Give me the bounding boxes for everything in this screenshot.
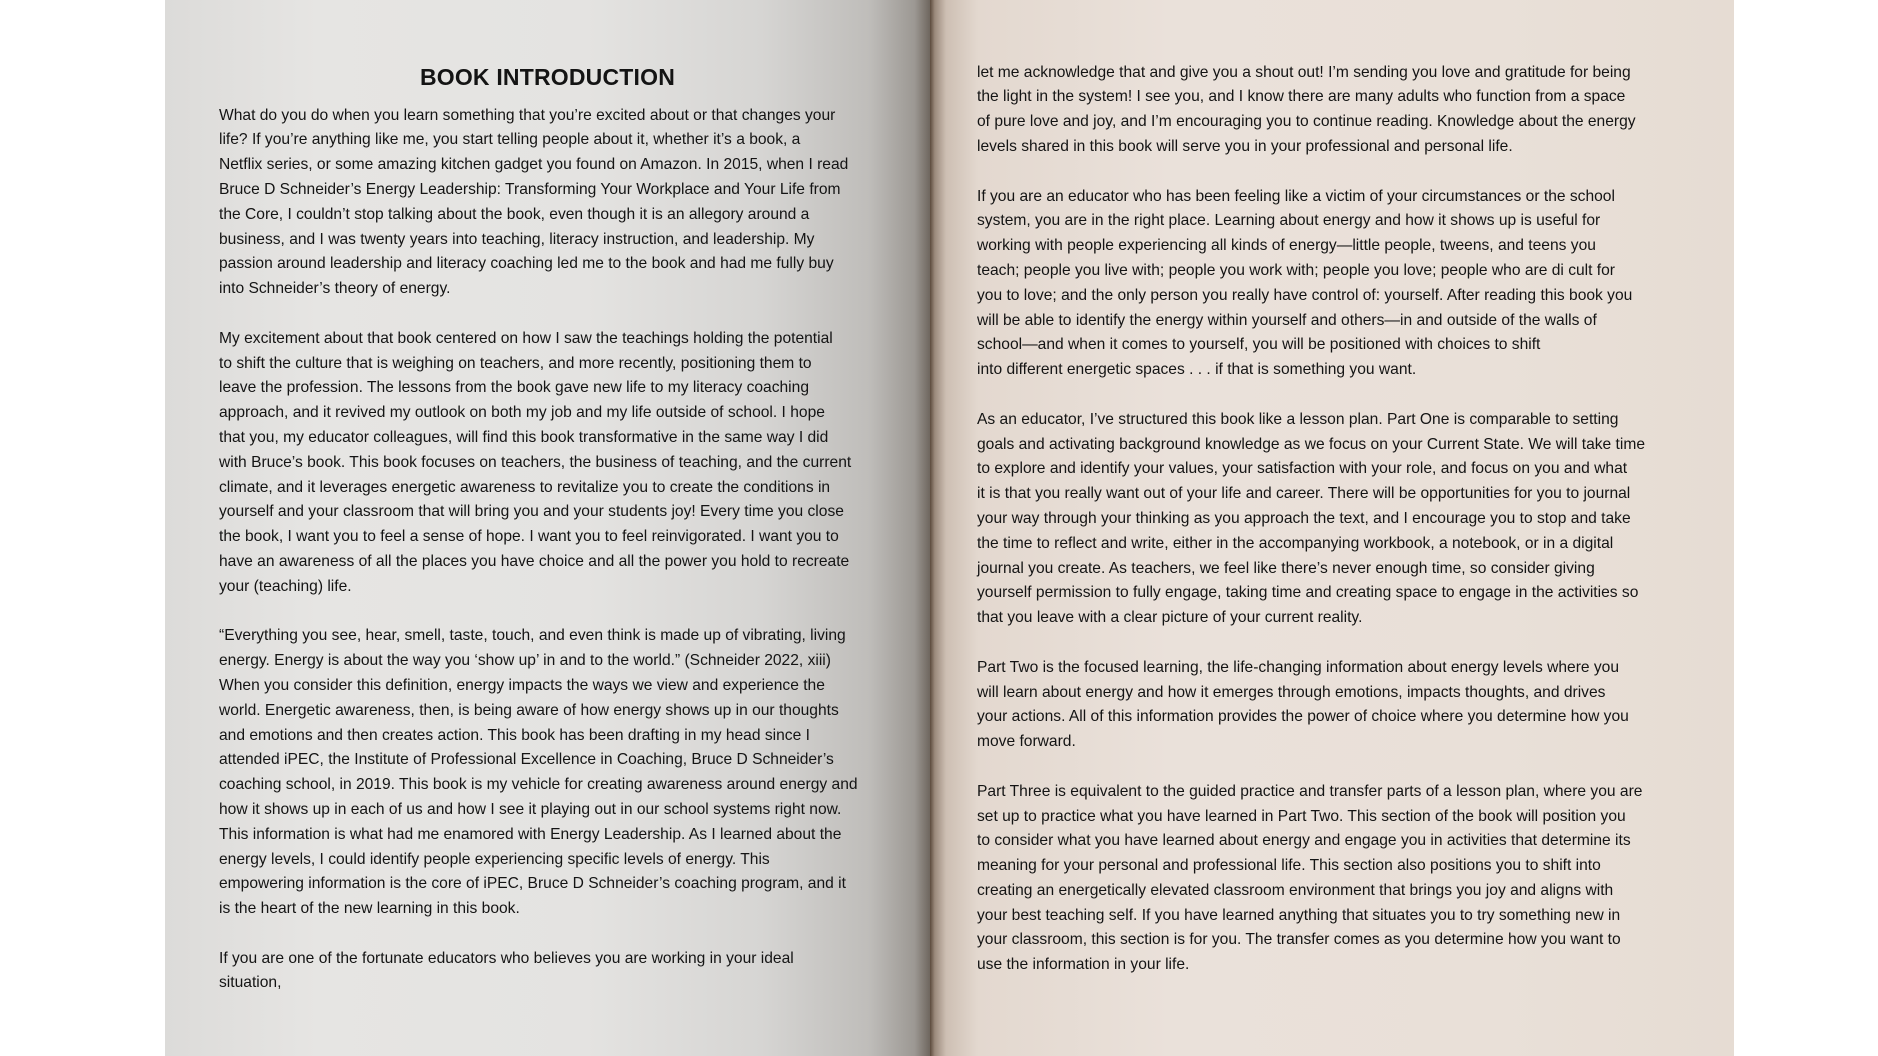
text-line: If you are one of the fortunate educators who believes you are working in your ideal [219, 949, 794, 967]
text-line: set up to practice what you have learned in Part Two. This section of the book will position you [977, 807, 1626, 825]
text-line: will learn about energy and how it emerges through emotions, impacts thoughts, and drives [977, 683, 1606, 701]
text-line: Bruce D Schneider’s Energy Leadership: Transforming Your Workplace and Your Life from [219, 180, 841, 198]
text-line: school—and when it comes to yourself, you will be positioned with choices to shift [977, 336, 1541, 354]
text-line: how it shows up in each of us and how I see it playing out in our school systems right now. [219, 800, 842, 818]
paragraph [977, 780, 1645, 978]
text-line: world. Energetic awareness, then, is being aware of how energy shows up in our thoughts [219, 701, 839, 719]
text-line: the time to reflect and write, either in the accompanying workbook, a notebook, or in a digital [977, 534, 1614, 552]
text-line: This information is what had me enamored with Energy Leadership. As I learned about the [219, 825, 842, 843]
text-line: your (teaching) life. [219, 577, 352, 595]
text-line: meaning for your personal and professional life. This section also positions you to shift into [977, 857, 1601, 875]
text-line: the book, I want you to feel a sense of hope. I want you to feel reinvigorated. I want you to [219, 528, 839, 546]
text-line: leave the profession. The lessons from the book gave new life to my literacy coaching [219, 379, 809, 397]
right-page [930, 0, 1734, 1056]
text-line: that you leave with a clear picture of your current reality. [977, 609, 1363, 627]
left-page-text [219, 104, 858, 1021]
text-line: the light in the system! I see you, and I know there are many adults who function from a space [977, 88, 1626, 106]
text-line: into Schneider’s theory of energy. [219, 280, 451, 298]
text-line: If you are an educator who has been feeling like a victim of your circumstances or the school [977, 187, 1615, 205]
text-line: the Core, I couldn’t stop talking about the book, even though it is an allegory around a [219, 205, 810, 223]
text-line: situation, [219, 974, 282, 992]
right-page-text [977, 61, 1645, 1003]
text-line: your actions. All of this information provides the power of choice where you determine how you [977, 708, 1629, 726]
text-line: empowering information is the core of iPEC, Bruce D Schneider’s coaching program, and it [219, 875, 846, 893]
text-line: you to love; and the only person you really have control of: yourself. After reading this book you [977, 286, 1633, 304]
text-line: As an educator, I’ve structured this book like a lesson plan. Part One is comparable to setting [977, 410, 1619, 428]
text-line: your classroom, this section is for you. The transfer comes as you determine how you want to [977, 931, 1621, 949]
paragraph [977, 61, 1645, 160]
text-line: When you consider this definition, energy impacts the ways we view and experience the [219, 676, 825, 694]
text-line: teach; people you live with; people you work with; people you love; people who are di cult for [977, 261, 1615, 279]
text-line: energy levels, I could identify people experiencing specific levels of energy. This [219, 850, 770, 868]
text-line: climate, and it leverages energetic awareness to revitalize you to create the conditions in [219, 478, 831, 496]
left-page [165, 0, 930, 1056]
text-line: levels shared in this book will serve you in your professional and personal life. [977, 137, 1513, 155]
paragraph [977, 656, 1645, 755]
text-line: into different energetic spaces . . . if that is something you want. [977, 361, 1417, 379]
text-line: My excitement about that book centered on how I saw the teachings holding the potential [219, 329, 833, 347]
text-line: approach, and it revived my outlook on both my job and my life outside of school. I hope [219, 404, 825, 422]
text-line: use the information in your life. [977, 956, 1190, 974]
page-title: BOOK INTRODUCTION [419, 64, 676, 90]
text-line: is the heart of the new learning in this book. [219, 900, 520, 918]
text-line: What do you do when you learn something that you’re excited about or that changes your [219, 106, 836, 124]
text-line: to explore and identify your values, your satisfaction with your role, and focus on you and what [977, 460, 1628, 478]
text-line: Part Two is the focused learning, the life-changing information about energy levels where you [977, 658, 1620, 676]
text-line: Part Three is equivalent to the guided practice and transfer parts of a lesson plan, where you are [977, 782, 1643, 800]
paragraph [219, 624, 858, 922]
text-line: Netflix series, or some amazing kitchen gadget you found on Amazon. In 2015, when I read [219, 156, 849, 174]
text-line: with Bruce’s book. This book focuses on teachers, the business of teaching, and the current [219, 453, 852, 471]
text-line: yourself permission to fully engage, taking time and creating space to engage in the activities so [977, 584, 1639, 602]
text-line: creating an energetically elevated classroom environment that brings you joy and aligns with [977, 881, 1614, 899]
text-line: of pure love and joy, and I’m encouraging you to continue reading. Knowledge about the energy [977, 113, 1636, 131]
text-line: move forward. [977, 733, 1076, 751]
text-line: will be able to identify the energy within yourself and others—in and outside of the walls of [977, 311, 1597, 329]
text-line: yourself and your classroom that will bring you and your students joy! Every time you close [219, 503, 844, 521]
text-line: coaching school, in 2019. This book is my vehicle for creating awareness around energy and [219, 776, 858, 794]
text-line: life? If you’re anything like me, you start telling people about it, whether it’s a book, a [219, 131, 801, 149]
text-line: business, and I was twenty years into teaching, literacy instruction, and leadership. My [219, 230, 815, 248]
text-line: let me acknowledge that and give you a shout out! I’m sending you love and gratitude for being [977, 63, 1631, 81]
text-line: “Everything you see, hear, smell, taste, touch, and even think is made up of vibrating, living [219, 627, 846, 645]
paragraph [219, 327, 858, 600]
text-line: passion around leadership and literacy coaching led me to the book and had me fully buy [219, 255, 834, 273]
paragraph [977, 408, 1645, 631]
text-line: that you, my educator colleagues, will find this book transformative in the same way I did [219, 428, 829, 446]
paragraph [977, 185, 1645, 383]
text-line: journal you create. As teachers, we feel like there’s never enough time, so consider giving [977, 559, 1595, 577]
text-line: to shift the culture that is weighing on teachers, and more recently, positioning them to [219, 354, 812, 372]
text-line: your way through your thinking as you approach the text, and I encourage you to stop and take [977, 509, 1631, 527]
paragraph [219, 947, 858, 997]
text-line: have an awareness of all the places you have choice and all the power you hold to recreate [219, 552, 850, 570]
text-line: energy. Energy is about the way you ‘show up’ in and to the world.” (Schneider 2022, xiii) [219, 652, 831, 670]
text-line: your best teaching self. If you have learned anything that situates you to try something new in [977, 906, 1621, 924]
text-line: goals and activating background knowledge as we focus on your Current State. We will take time [977, 435, 1646, 453]
text-line: attended iPEC, the Institute of Professional Excellence in Coaching, Bruce D Schneider’s [219, 751, 834, 769]
text-line: and emotions and then creates action. This book has been drafting in my head since I [219, 726, 810, 744]
text-line: it is that you really want out of your life and career. There will be opportunities for you to journal [977, 485, 1631, 503]
text-line: to consider what you have learned about energy and engage you in activities that determine its [977, 832, 1631, 850]
text-line: working with people experiencing all kinds of energy—little people, tweens, and teens you [977, 237, 1596, 255]
paragraph [219, 104, 858, 302]
text-line: system, you are in the right place. Learning about energy and how it shows up is useful for [977, 212, 1601, 230]
